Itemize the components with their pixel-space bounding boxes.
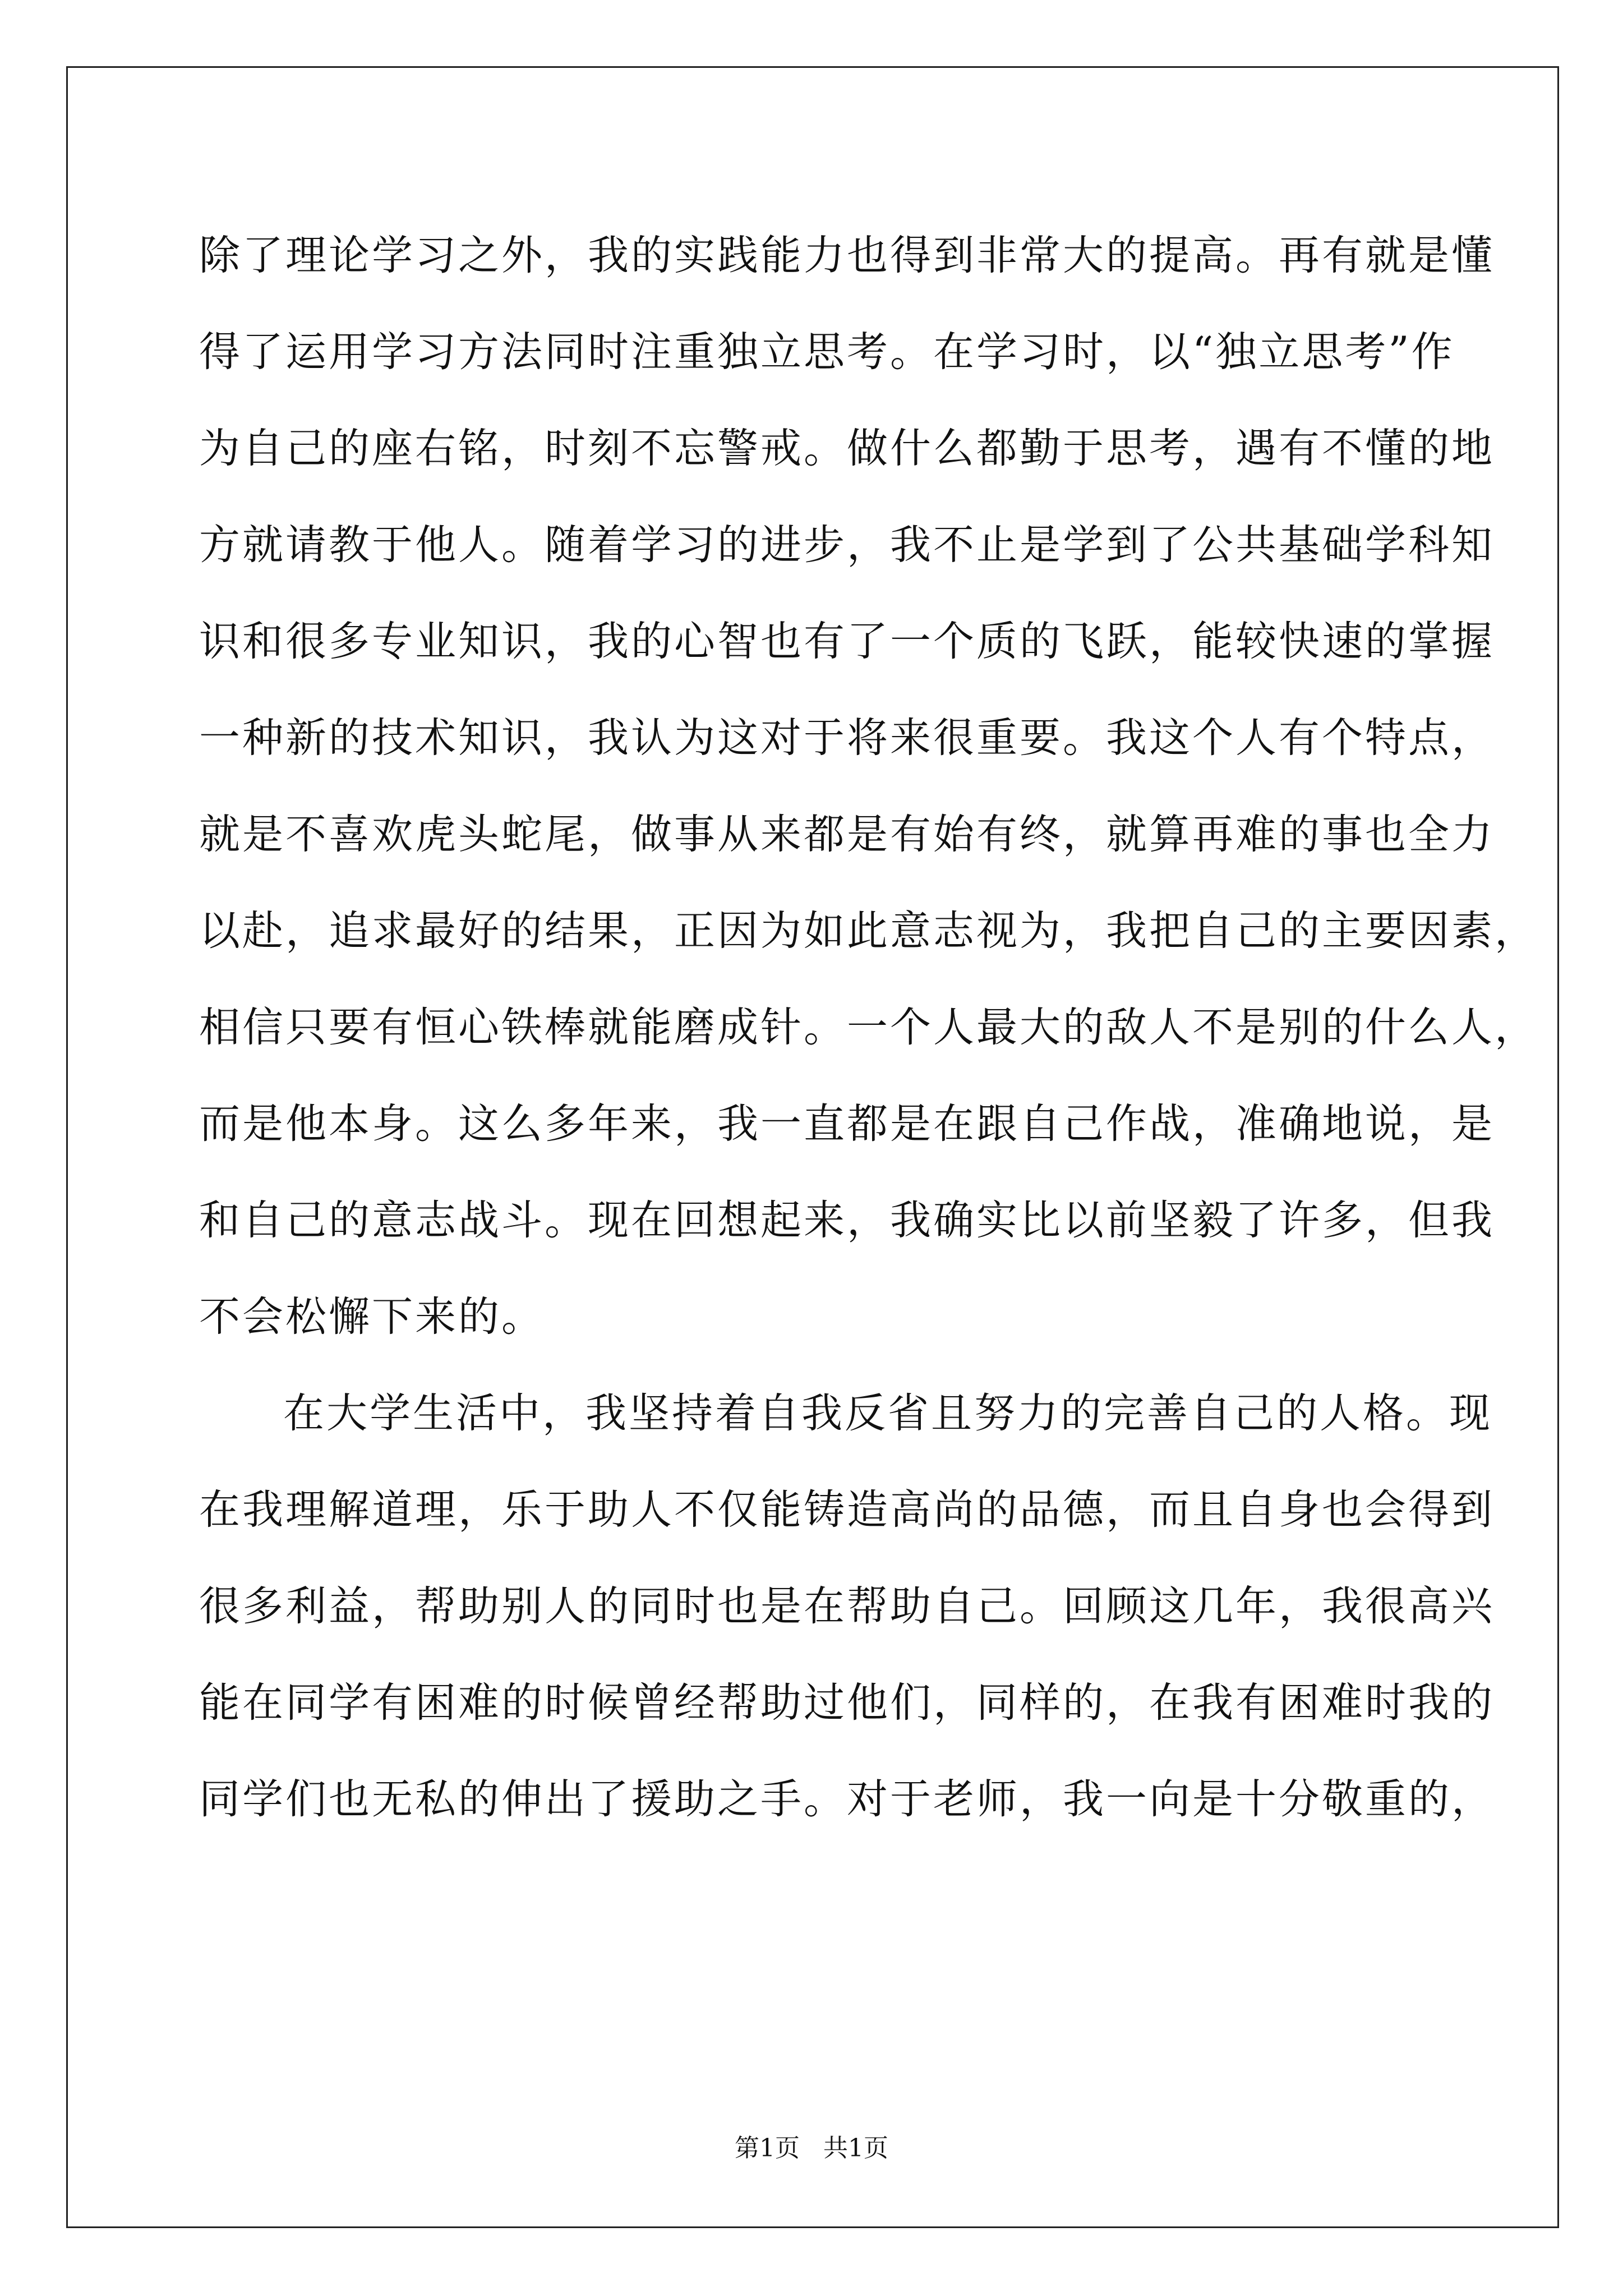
paragraph-2 [199, 1365, 1495, 1848]
document-body [199, 208, 1538, 1848]
text-line: 同学们也无私的伸出了援助之手。对于老师，我一向是十分敬重的， [199, 1775, 1495, 1823]
text-line: 得了运用学习方法同时注重独立思考。在学习时，以“独立思考”作 [199, 328, 1455, 376]
text-line: 以赴，追求最好的结果，正因为如此意志视为，我把自己的主要因素， [199, 907, 1538, 955]
text-line: 在我理解道理，乐于助人不仅能铸造高尚的品德，而且自身也会得到 [199, 1486, 1495, 1534]
paragraph-1 [199, 208, 1538, 1365]
text-line: 就是不喜欢虎头蛇尾，做事从来都是有始有终，就算再难的事也全力 [199, 811, 1495, 858]
text-line: 方就请教于他人。随着学习的进步，我不止是学到了公共基础学科知 [199, 521, 1495, 569]
text-line: 识和很多专业知识，我的心智也有了一个质的飞跃，能较快速的掌握 [199, 618, 1495, 665]
text-line: 能在同学有困难的时候曾经帮助过他们，同样的，在我有困难时我的 [199, 1679, 1495, 1727]
text-line: 很多利益，帮助别人的同时也是在帮助自己。回顾这几年，我很高兴 [199, 1582, 1495, 1630]
text-line: 和自己的意志战斗。现在回想起来，我确实比以前坚毅了许多，但我 [199, 1197, 1495, 1244]
text-line: 而是他本身。这么多年来，我一直都是在跟自己作战，准确地说，是 [199, 1100, 1495, 1148]
text-line: 相信只要有恒心铁棒就能磨成针。一个人最大的敌人不是别的什么人， [199, 1004, 1538, 1051]
text-line: 在大学生活中，我坚持着自我反省且努力的完善自己的人格。现 [283, 1389, 1492, 1437]
text-line: 除了理论学习之外，我的实践能力也得到非常大的提高。再有就是懂 [199, 232, 1495, 279]
text-line: 一种新的技术知识，我认为这对于将来很重要。我这个人有个特点， [199, 714, 1495, 762]
page-footer: 第1页 共1页 [735, 2134, 888, 2162]
text-line: 不会松懈下来的。 [199, 1293, 545, 1341]
text-line: 为自己的座右铭，时刻不忘警戒。做什么都勤于思考，遇有不懂的地 [199, 425, 1495, 472]
